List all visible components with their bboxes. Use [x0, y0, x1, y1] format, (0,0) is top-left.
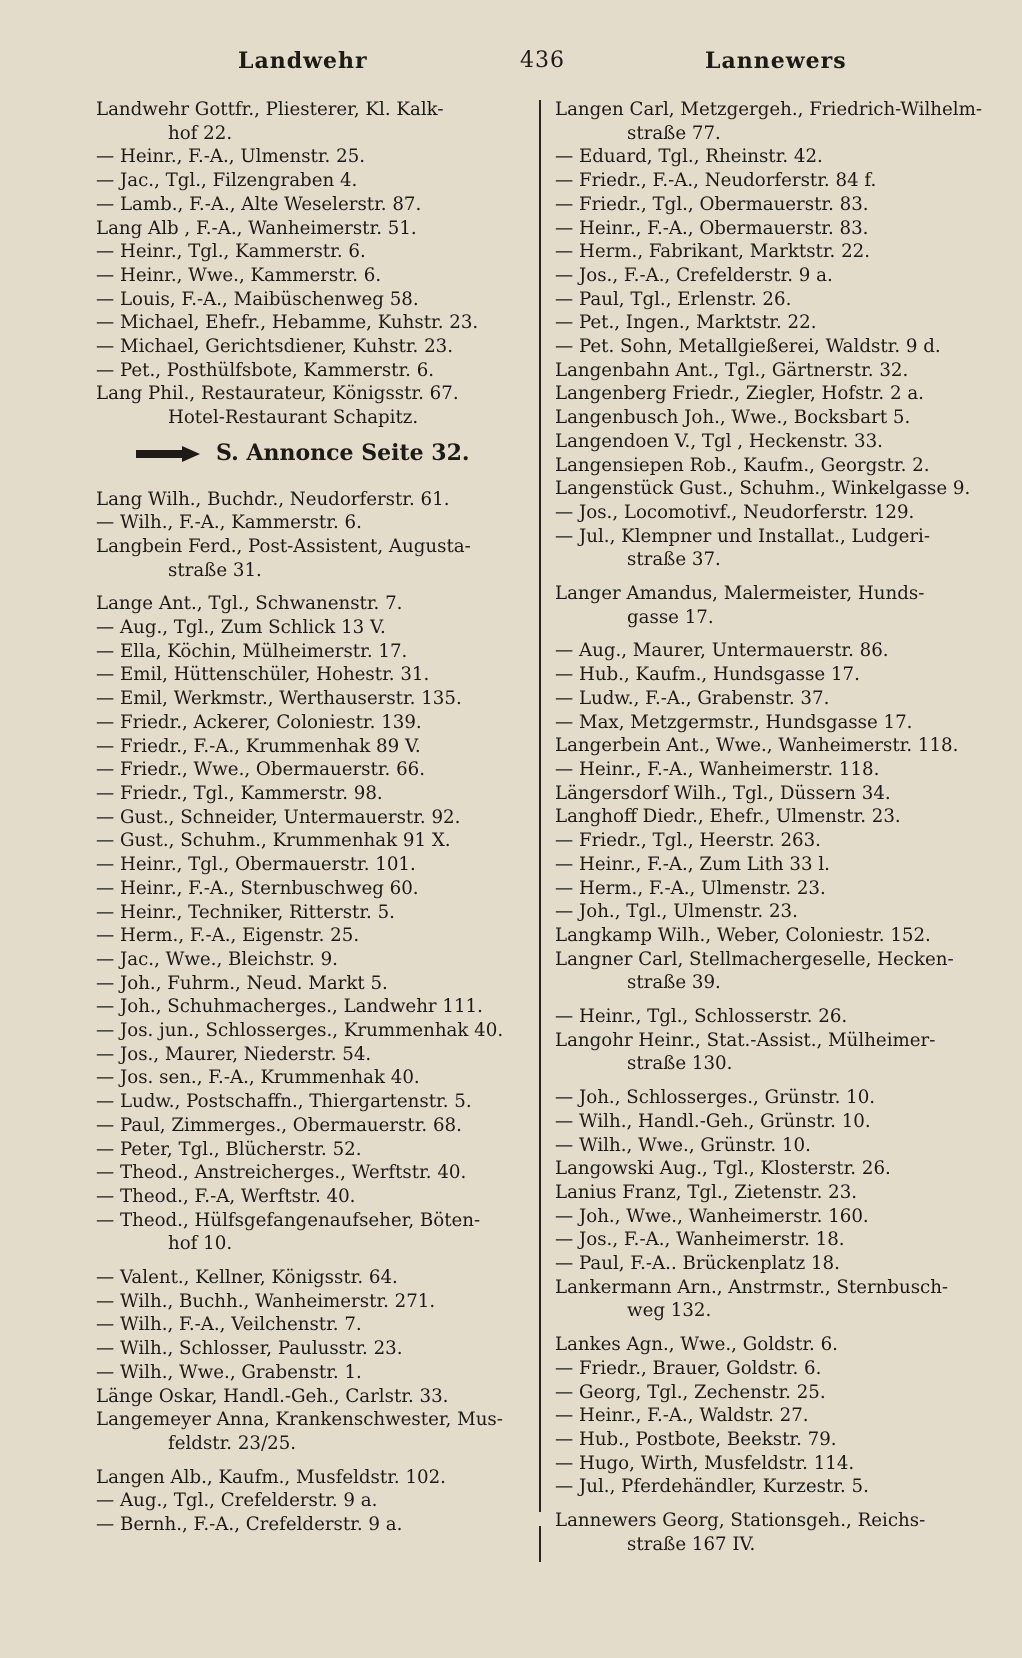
directory-entry: [555, 382, 990, 406]
entry-line: — Heinr., F.-A., Wanheimerstr. 118.: [555, 758, 880, 780]
entry-line: Langendoen V., Tgl , Heckenstr. 33.: [555, 430, 883, 452]
directory-entry: [555, 639, 990, 663]
directory-entry: [555, 359, 990, 383]
entry-line: Lange Ant., Tgl., Schwanenstr. 7.: [96, 593, 403, 615]
entry-line: — Jos., F.-A., Wanheimerstr. 18.: [555, 1229, 845, 1251]
entry-line: — Friedr., Tgl., Kammerstr. 98.: [96, 782, 383, 804]
directory-entry: [96, 1266, 516, 1290]
entry-line: — Wilh., Buchh., Wanheimerstr. 271.: [96, 1290, 436, 1312]
directory-entry: [96, 663, 516, 687]
entry-line: — Heinr., F.-A., Zum Lith 33 l.: [555, 853, 830, 875]
annonce-text: S. Annonce Seite 32.: [216, 439, 470, 466]
directory-entry: [555, 900, 990, 924]
directory-entry: [96, 924, 516, 948]
entry-line: Langen Carl, Metzgergeh., Friedrich-Wilhelm-: [555, 99, 982, 120]
entry-line: — Pet. Sohn, Metallgießerei, Waldstr. 9 d.: [555, 336, 941, 358]
entry-line: — Joh., Tgl., Ulmenstr. 23.: [555, 901, 798, 923]
entry-line: — Heinr., Tgl., Obermauerstr. 101.: [96, 854, 416, 876]
entry-line: — Joh., Fuhrm., Neud. Markt 5.: [96, 972, 388, 994]
entry-line: — Jos., Locomotivf., Neudorferstr. 129.: [555, 501, 915, 523]
right-column: [555, 98, 990, 1556]
entry-line: — Theod., Hülfsgefangenaufseher, Böten-: [96, 1209, 481, 1231]
directory-entry: [96, 1114, 516, 1138]
directory-entry: [555, 687, 990, 711]
entry-line: Langensiepen Rob., Kaufm., Georgstr. 2.: [555, 454, 930, 476]
directory-entry: [555, 217, 990, 241]
directory-entry: [555, 288, 990, 312]
directory-entry: [96, 1313, 516, 1337]
directory-entry: [555, 1276, 990, 1323]
entry-line: Langkamp Wilh., Weber, Coloniestr. 152.: [555, 924, 931, 946]
directory-entry: [555, 1029, 990, 1076]
entry-line: Länge Oskar, Handl.-Geh., Carlstr. 33.: [96, 1385, 449, 1407]
entry-line: — Emil, Werkmstr., Werthauserstr. 135.: [96, 688, 462, 710]
annonce-notice: [96, 439, 516, 466]
directory-entry: [555, 98, 990, 145]
entry-line: Langhoff Diedr., Ehefr., Ulmenstr. 23.: [555, 806, 901, 828]
entry-line: — Jos., F.-A., Crefelderstr. 9 a.: [555, 264, 833, 286]
directory-entry: [555, 1157, 990, 1181]
entry-line: Lang Alb , F.-A., Wanheimerstr. 51.: [96, 217, 417, 239]
entry-continuation: straße 37.: [627, 549, 721, 571]
directory-entry: [96, 972, 516, 996]
entry-line: — Joh., Schuhmacherges., Landwehr 111.: [96, 996, 483, 1018]
directory-entry: [96, 1209, 516, 1256]
directory-entry: [555, 454, 990, 478]
entry-line: — Theod., F.-A, Werftstr. 40.: [96, 1185, 356, 1207]
directory-entry: [555, 1381, 990, 1405]
entry-continuation: straße 39.: [627, 972, 721, 994]
entry-line: Langenbusch Joh., Wwe., Bocksbart 5.: [555, 407, 911, 429]
entry-line: — Gust., Schneider, Untermauerstr. 92.: [96, 806, 461, 828]
directory-entry: [96, 687, 516, 711]
directory-entry: [96, 145, 516, 169]
directory-entry: [96, 758, 516, 782]
entry-line: Lannewers Georg, Stationsgeh., Reichs-: [555, 1510, 926, 1532]
directory-entry: [96, 382, 516, 429]
directory-entry: [96, 1043, 516, 1067]
entry-line: — Pet., Ingen., Marktstr. 22.: [555, 312, 817, 334]
directory-entry: [96, 711, 516, 735]
left-column: [96, 98, 516, 1537]
directory-entry: [555, 924, 990, 948]
column-divider-lower: [539, 1526, 541, 1562]
entry-line: — Wilh., Wwe., Grabenstr. 1.: [96, 1361, 362, 1383]
entry-line: — Wilh., Wwe., Grünstr. 10.: [555, 1134, 811, 1156]
directory-entry: [555, 1475, 990, 1499]
entry-line: Langer Amandus, Malermeister, Hunds-: [555, 583, 925, 605]
entry-line: — Jos. sen., F.-A., Krummenhak 40.: [96, 1067, 420, 1089]
directory-entry: [96, 511, 516, 535]
directory-entry: [96, 948, 516, 972]
entry-line: — Wilh., F.-A., Kammerstr. 6.: [96, 512, 362, 534]
entry-line: — Lamb., F.-A., Alte Weselerstr. 87.: [96, 193, 422, 215]
entry-line: Langen Alb., Kaufm., Musfeldstr. 102.: [96, 1466, 446, 1488]
entry-continuation: straße 77.: [627, 122, 721, 144]
entry-line: Langowski Aug., Tgl., Klosterstr. 26.: [555, 1158, 891, 1180]
directory-entry: [96, 782, 516, 806]
directory-entry: [555, 1452, 990, 1476]
directory-entry: [96, 288, 516, 312]
entry-line: — Jos. jun., Schlosserges., Krummenhak 40.: [96, 1020, 504, 1042]
entry-line: Lankermann Arn., Anstrmstr., Sternbusch-: [555, 1276, 949, 1298]
entry-line: — Wilh., F.-A., Veilchenstr. 7.: [96, 1314, 362, 1336]
directory-entry: [555, 877, 990, 901]
directory-entry: [555, 1086, 990, 1110]
entry-line: Langbein Ferd., Post-Assistent, Augusta-: [96, 535, 471, 557]
entry-line: — Hugo, Wirth, Musfeldstr. 114.: [555, 1452, 855, 1474]
directory-entry: [555, 169, 990, 193]
entry-line: — Joh., Schlosserges., Grünstr. 10.: [555, 1087, 876, 1109]
directory-entry: [96, 1466, 516, 1490]
entry-line: — Michael, Ehefr., Hebamme, Kuhstr. 23.: [96, 312, 479, 334]
entry-line: Lang Wilh., Buchdr., Neudorferstr. 61.: [96, 488, 450, 510]
entry-line: — Jac., Wwe., Bleichstr. 9.: [96, 948, 338, 970]
directory-entry: [96, 240, 516, 264]
entry-line: — Friedr., Brauer, Goldstr. 6.: [555, 1357, 822, 1379]
entry-line: — Heinr., Tgl., Kammerstr. 6.: [96, 241, 366, 263]
entry-line: — Wilh., Schlosser, Paulusstr. 23.: [96, 1338, 403, 1360]
entry-continuation: Hotel-Restaurant Schapitz.: [168, 407, 419, 429]
directory-entry: [96, 1385, 516, 1409]
directory-entry: [96, 1408, 516, 1455]
entry-line: — Peter, Tgl., Blücherstr. 52.: [96, 1138, 362, 1160]
directory-entry: [96, 1019, 516, 1043]
entry-line: — Emil, Hüttenschüler, Hohestr. 31.: [96, 664, 430, 686]
entry-line: — Friedr., Wwe., Obermauerstr. 66.: [96, 759, 426, 781]
entry-line: — Aug., Tgl., Crefelderstr. 9 a.: [96, 1490, 378, 1512]
directory-entry: [555, 1005, 990, 1029]
entry-line: — Heinr., F.-A., Ulmenstr. 25.: [96, 146, 366, 168]
entry-line: — Heinr., Tgl., Schlosserstr. 26.: [555, 1006, 848, 1028]
entry-line: Lang Phil., Restaurateur, Königsstr. 67.: [96, 383, 459, 405]
running-head-left: Landwehr: [238, 48, 368, 74]
entry-line: — Jul., Klempner und Installat., Ludgeri-: [555, 525, 931, 547]
entry-line: — Friedr., Tgl., Obermauerstr. 83.: [555, 193, 869, 215]
directory-entry: [96, 592, 516, 616]
directory-entry: [555, 145, 990, 169]
directory-entry: [96, 359, 516, 383]
directory-entry: [555, 1509, 990, 1556]
entry-line: Langenstück Gust., Schuhm., Winkelgasse 9.: [555, 478, 971, 500]
directory-entry: [96, 616, 516, 640]
directory-entry: [96, 217, 516, 241]
entry-line: — Heinr., Wwe., Kammerstr. 6.: [96, 264, 382, 286]
directory-entry: [555, 782, 990, 806]
directory-entry: [555, 711, 990, 735]
entry-line: Langemeyer Anna, Krankenschwester, Mus-: [96, 1409, 503, 1431]
directory-entry: [555, 430, 990, 454]
directory-entry: [555, 948, 990, 995]
directory-entry: [96, 877, 516, 901]
entry-line: Langner Carl, Stellmachergeselle, Hecken-: [555, 948, 954, 970]
directory-entry: [96, 535, 516, 582]
directory-entry: [555, 829, 990, 853]
entry-line: — Jul., Pferdehändler, Kurzestr. 5.: [555, 1476, 869, 1498]
entry-line: — Pet., Posthülfsbote, Kammerstr. 6.: [96, 359, 435, 381]
directory-entry: [96, 1513, 516, 1537]
entry-line: — Eduard, Tgl., Rheinstr. 42.: [555, 146, 823, 168]
entry-line: — Hub., Postbote, Beekstr. 79.: [555, 1428, 837, 1450]
entry-line: Längersdorf Wilh., Tgl., Düssern 34.: [555, 782, 891, 804]
entry-line: — Louis, F.-A., Maibüschenweg 58.: [96, 288, 419, 310]
directory-entry: [96, 1185, 516, 1209]
directory-entry: [555, 1228, 990, 1252]
entry-line: — Michael, Gerichtsdiener, Kuhstr. 23.: [96, 336, 454, 358]
entry-line: Langenbahn Ant., Tgl., Gärtnerstr. 32.: [555, 359, 909, 381]
running-head-right: Lannewers: [705, 48, 847, 74]
entry-line: — Paul, Zimmerges., Obermauerstr. 68.: [96, 1114, 462, 1136]
directory-entry: [96, 1337, 516, 1361]
entry-line: — Ludw., Postschaffn., Thiergartenstr. 5.: [96, 1091, 472, 1113]
column-divider: [539, 100, 541, 1512]
entry-line: Lankes Agn., Wwe., Goldstr. 6.: [555, 1334, 838, 1356]
directory-entry: [96, 1361, 516, 1385]
entry-line: — Aug., Tgl., Zum Schlick 13 V.: [96, 617, 386, 639]
entry-line: — Jac., Tgl., Filzengraben 4.: [96, 170, 358, 192]
entry-line: Lanius Franz, Tgl., Zietenstr. 23.: [555, 1181, 858, 1203]
entry-continuation: gasse 17.: [627, 606, 714, 628]
entry-line: — Hub., Kaufm., Hundsgasse 17.: [555, 664, 860, 686]
directory-entry: [96, 1090, 516, 1114]
entry-line: — Jos., Maurer, Niederstr. 54.: [96, 1043, 372, 1065]
directory-entry: [555, 805, 990, 829]
entry-line: — Gust., Schuhm., Krummenhak 91 X.: [96, 830, 451, 852]
directory-entry: [555, 1110, 990, 1134]
directory-entry: [96, 806, 516, 830]
directory-entry: [555, 477, 990, 501]
directory-entry: [96, 1161, 516, 1185]
directory-entry: [96, 1066, 516, 1090]
entry-line: — Paul, F.-A.. Brückenplatz 18.: [555, 1253, 840, 1275]
entry-line: Langerbein Ant., Wwe., Wanheimerstr. 118.: [555, 735, 959, 757]
entry-line: — Heinr., F.-A., Sternbuschweg 60.: [96, 877, 419, 899]
directory-entry: [96, 829, 516, 853]
entry-line: — Ludw., F.-A., Grabenstr. 37.: [555, 687, 830, 709]
directory-entry: [96, 311, 516, 335]
entry-line: — Friedr., Tgl., Heerstr. 263.: [555, 830, 821, 852]
entry-line: — Wilh., Handl.-Geh., Grünstr. 10.: [555, 1110, 871, 1132]
directory-entry: [555, 1252, 990, 1276]
entry-line: — Herm., F.-A., Ulmenstr. 23.: [555, 877, 826, 899]
directory-entry: [96, 640, 516, 664]
pointing-hand-icon: [136, 445, 206, 463]
directory-entry: [96, 735, 516, 759]
directory-entry: [555, 1181, 990, 1205]
directory-entry: [555, 264, 990, 288]
directory-entry: [96, 335, 516, 359]
entry-continuation: hof 10.: [168, 1233, 233, 1255]
directory-entry: [555, 758, 990, 782]
entry-continuation: straße 31.: [168, 559, 262, 581]
entry-line: — Valent., Kellner, Königsstr. 64.: [96, 1267, 398, 1289]
directory-entry: [555, 501, 990, 525]
directory-entry: [96, 1489, 516, 1513]
entry-continuation: feldstr. 23/25.: [168, 1432, 297, 1454]
entry-line: — Herm., Fabrikant, Marktstr. 22.: [555, 241, 871, 263]
directory-entry: [555, 1333, 990, 1357]
entry-line: Langenberg Friedr., Ziegler, Hofstr. 2 a.: [555, 383, 924, 405]
entry-line: — Friedr., F.-A., Neudorferstr. 84 f.: [555, 170, 877, 192]
directory-entry: [96, 264, 516, 288]
directory-entry: [555, 1404, 990, 1428]
entry-line: — Friedr., F.-A., Krummenhak 89 V.: [96, 735, 421, 757]
entry-continuation: straße 130.: [627, 1053, 733, 1075]
entry-line: — Heinr., F.-A., Waldstr. 27.: [555, 1405, 809, 1427]
entry-line: — Joh., Wwe., Wanheimerstr. 160.: [555, 1205, 869, 1227]
directory-entry: [555, 240, 990, 264]
directory-entry: [555, 1428, 990, 1452]
directory-entry: [96, 488, 516, 512]
directory-entry: [96, 193, 516, 217]
entry-line: — Friedr., Ackerer, Coloniestr. 139.: [96, 711, 422, 733]
entry-continuation: weg 132.: [627, 1300, 712, 1322]
directory-entry: [555, 193, 990, 217]
directory-entry: [96, 995, 516, 1019]
entry-line: — Max, Metzgermstr., Hundsgasse 17.: [555, 711, 913, 733]
directory-entry: [555, 582, 990, 629]
directory-entry: [96, 1138, 516, 1162]
directory-entry: [555, 525, 990, 572]
directory-entry: [555, 335, 990, 359]
entry-line: Langohr Heinr., Stat.-Assist., Mülheimer-: [555, 1029, 936, 1051]
directory-entry: [555, 663, 990, 687]
directory-entry: [555, 311, 990, 335]
directory-entry: [96, 169, 516, 193]
entry-line: — Ella, Köchin, Mülheimerstr. 17.: [96, 640, 408, 662]
directory-entry: [555, 406, 990, 430]
directory-entry: [96, 1290, 516, 1314]
entry-continuation: straße 167 IV.: [627, 1533, 756, 1555]
directory-entry: [96, 853, 516, 877]
directory-entry: [555, 1357, 990, 1381]
entry-line: — Aug., Maurer, Untermauerstr. 86.: [555, 640, 889, 662]
directory-entry: [96, 98, 516, 145]
directory-entry: [555, 1134, 990, 1158]
entry-continuation: hof 22.: [168, 122, 233, 144]
entry-line: — Heinr., Techniker, Ritterstr. 5.: [96, 901, 395, 923]
page-number: 436: [520, 48, 565, 73]
directory-entry: [555, 734, 990, 758]
entry-line: — Bernh., F.-A., Crefelderstr. 9 a.: [96, 1514, 403, 1536]
directory-entry: [555, 1205, 990, 1229]
directory-entry: [96, 901, 516, 925]
entry-line: — Georg, Tgl., Zechenstr. 25.: [555, 1381, 826, 1403]
entry-line: Landwehr Gottfr., Pliesterer, Kl. Kalk-: [96, 99, 444, 120]
entry-line: — Heinr., F.-A., Obermauerstr. 83.: [555, 217, 869, 239]
entry-line: — Paul, Tgl., Erlenstr. 26.: [555, 288, 792, 310]
entry-line: — Herm., F.-A., Eigenstr. 25.: [96, 925, 360, 947]
entry-line: — Theod., Anstreicherges., Werftstr. 40.: [96, 1162, 467, 1184]
directory-entry: [555, 853, 990, 877]
